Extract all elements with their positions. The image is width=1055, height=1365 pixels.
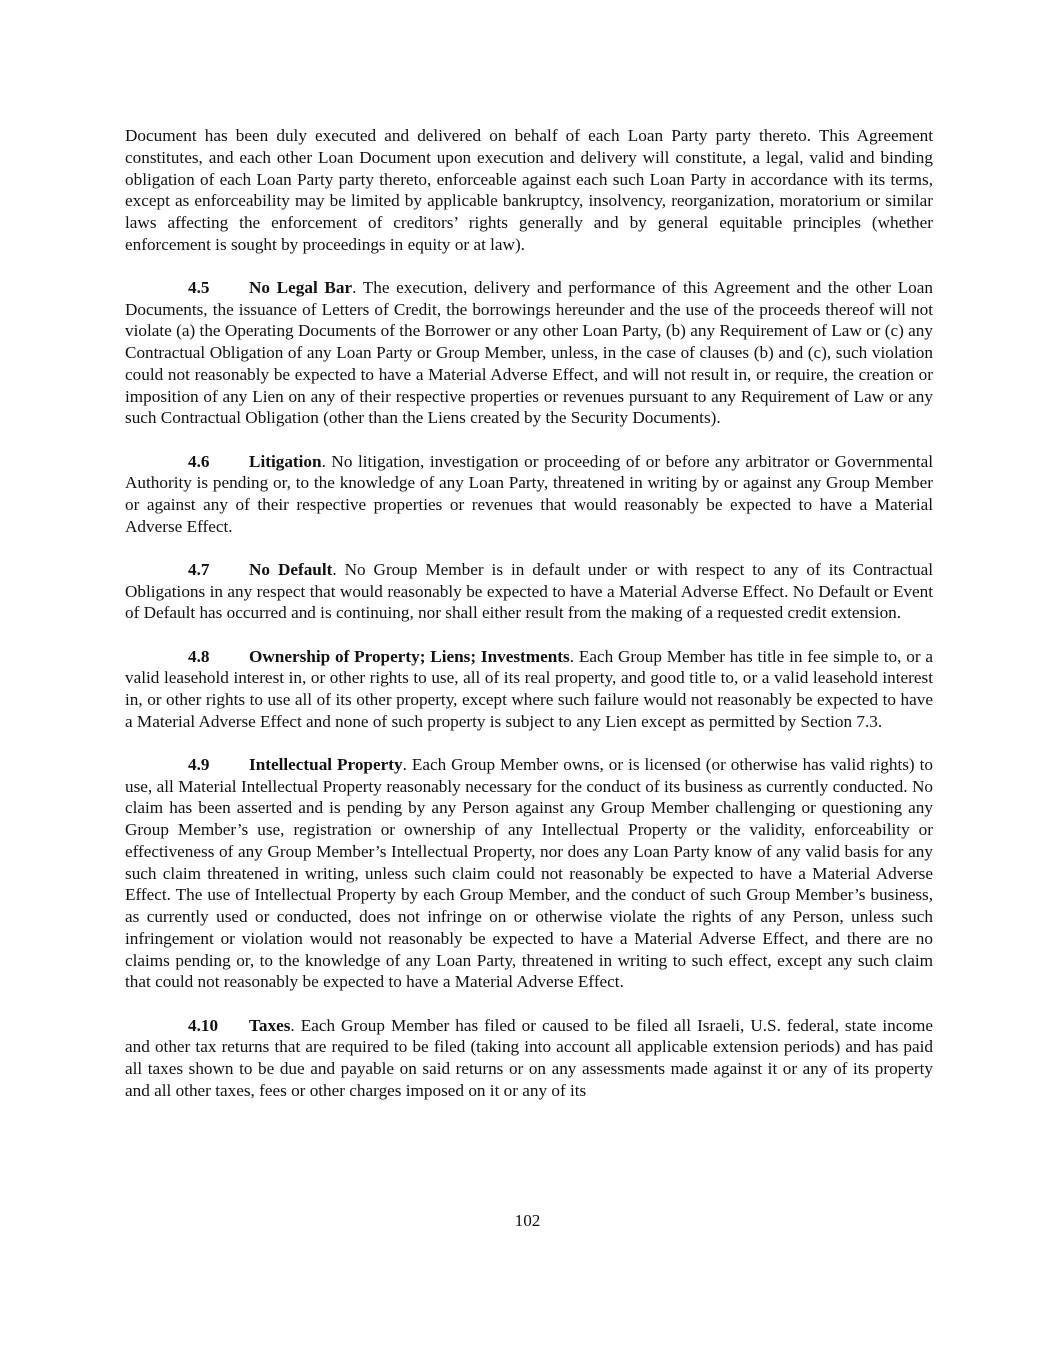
section-title: No Default <box>249 559 333 579</box>
section-4-10 <box>125 1015 933 1102</box>
section-4-7 <box>125 559 933 624</box>
section-title: Ownership of Property; Liens; Investments <box>249 646 570 666</box>
section-title: Litigation <box>249 451 322 471</box>
section-body: . Each Group Member has filed or caused to be filed all Israeli, U.S. federal, state income and other tax returns that are required to be filed (taking into account all applicable extension periods) and has paid all taxes shown to be due and payable on said returns or on any assessments made against it or any of its property and all other taxes, fees or other charges imposed on it or any of its <box>125 1015 933 1100</box>
section-number: 4.5 <box>188 277 210 297</box>
section-number: 4.9 <box>188 754 210 774</box>
section-title: Taxes <box>249 1015 291 1035</box>
section-body: . No litigation, investigation or proceeding of or before any arbitrator or Governmental Authority is pending or, to the knowledge of any Loan Party, threatened in writing by or against any Group Member or against any of their respective properties or revenues that would reasonably be expected to have a Material Adverse Effect. <box>125 451 933 536</box>
intro-paragraph: Document has been duly executed and delivered on behalf of each Loan Party party thereto. This Agreement constitutes, and each other Loan Document upon execution and delivery will constitute, a legal, valid and binding obligation of each Loan Party party thereto, enforceable against each such Loan Party in accordance with its terms, except as enforceability may be limited by applicable bankruptcy, insolvency, reorganization, moratorium or similar laws affecting the enforcement of creditors’ rights generally and by general equitable principles (whether enforcement is sought by proceedings in equity or at law). <box>125 126 933 254</box>
section-body: . Each Group Member owns, or is licensed (or otherwise has valid rights) to use, all Material Intellectual Property reasonably necessary for the conduct of its business as currently conducted. No claim has been asserted and is pending by any Person against any Group Member challenging or questioning any Group Member’s use, registration or ownership of any Intellectual Property or the validity, enforceability or effectiveness of any Group Member’s Intellectual Property, nor does any Loan Party know of any valid basis for any such claim threatened in writing, unless such claim could not reasonably be expected to have a Material Adverse Effect. The use of Intellectual Property by each Group Member, and the conduct of such Group Member’s business, as currently used or conducted, does not infringe on or otherwise violate the rights of any Person, unless such infringement or violation would not reasonably be expected to have a Material Adverse Effect, and there are no claims pending or, to the knowledge of any Loan Party, threatened in writing to such effect, except any such claim that could not reasonably be expected to have a Material Adverse Effect. <box>125 754 933 992</box>
section-number: 4.10 <box>188 1015 219 1035</box>
section-number: 4.6 <box>188 451 210 471</box>
section-number: 4.8 <box>188 646 210 666</box>
section-body: . The execution, delivery and performance of this Agreement and the other Loan Documents, the issuance of Letters of Credit, the borrowings hereunder and the use of the proceeds thereof will not violate (a) the Operating Documents of the Borrower or any other Loan Party, (b) any Requirement of Law or (c) any Contractual Obligation of any Loan Party or Group Member, unless, in the case of clauses (b) and (c), such violation could not reasonably be expected to have a Material Adverse Effect, and will not result in, or require, the creation or imposition of any Lien on any of their respective properties or revenues pursuant to any Requirement of Law or any such Contractual Obligation (other than the Liens created by the Security Documents). <box>125 277 934 428</box>
section-4-6 <box>125 451 933 538</box>
section-4-5 <box>125 277 933 429</box>
page-number: 102 <box>514 1211 541 1230</box>
section-body: . No Group Member is in default under or with respect to any of its Contractual Obligations in any respect that would reasonably be expected to have a Material Adverse Effect. No Default or Event of Default has occurred and is continuing, nor shall either result from the making of a requested credit extension. <box>125 559 933 623</box>
section-4-9 <box>125 754 933 993</box>
section-4-8 <box>125 646 933 733</box>
section-title: No Legal Bar <box>249 277 353 297</box>
section-title: Intellectual Property <box>249 754 403 774</box>
section-number: 4.7 <box>188 559 210 579</box>
document-page <box>125 125 933 1123</box>
section-body: . Each Group Member has title in fee simple to, or a valid leasehold interest in, or other rights to use, all of its real property, and good title to, or a valid leasehold interest in, or other rights to use all of its other property, except where such failure would not reasonably be expected to have a Material Adverse Effect and none of such property is subject to any Lien except as permitted by Section 7.3. <box>125 646 933 731</box>
